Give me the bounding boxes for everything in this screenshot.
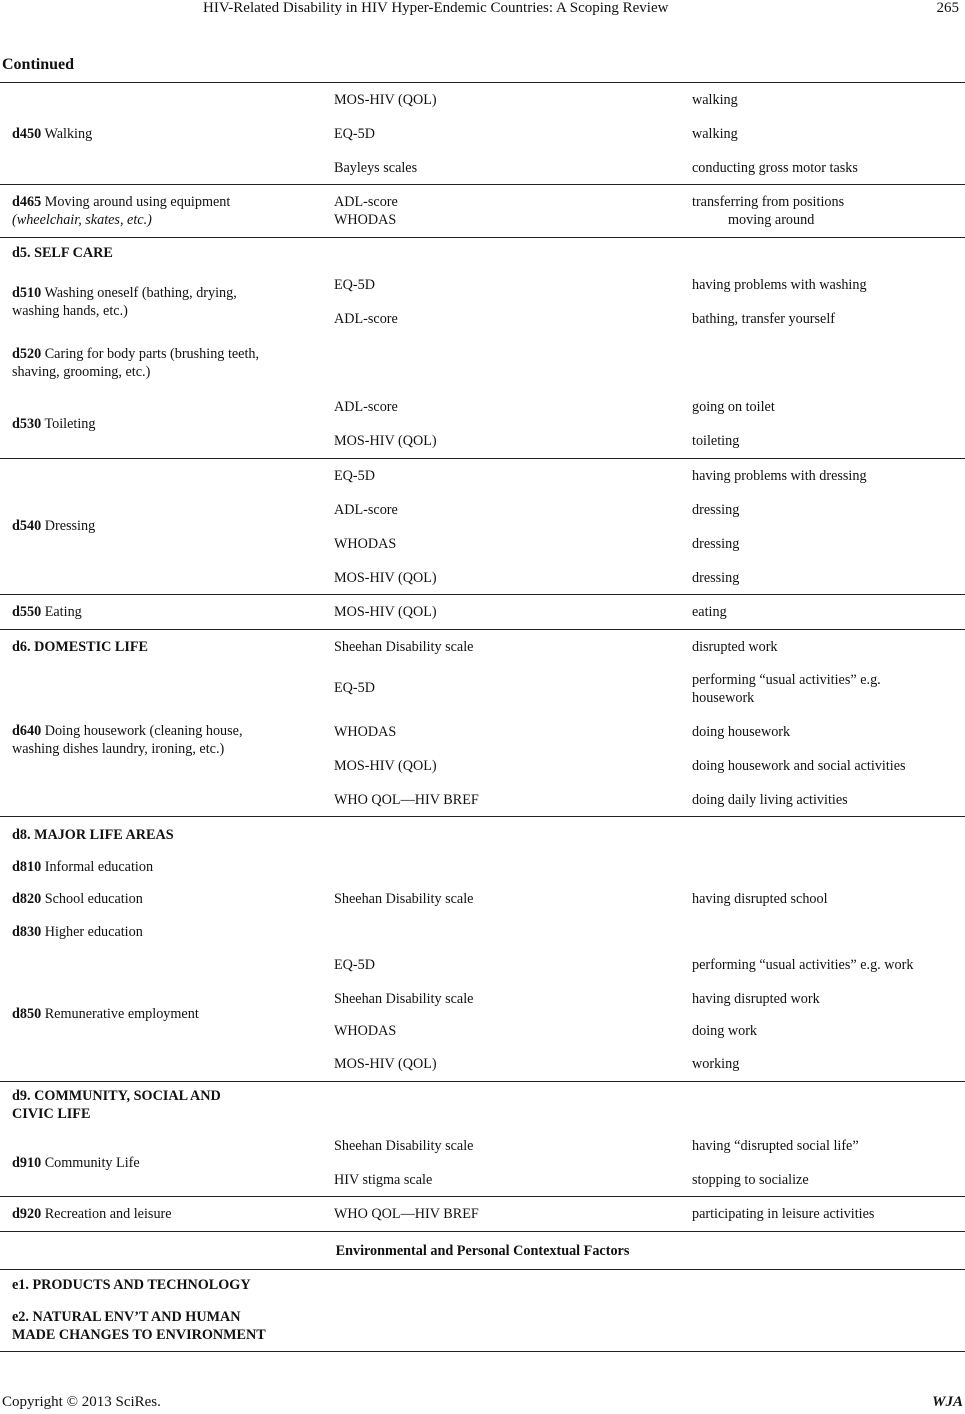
- instrument-cell: WHODAS: [334, 212, 397, 228]
- category-cell: shaving, grooming, etc.): [12, 364, 151, 380]
- page-number: 265: [936, 0, 959, 16]
- category-cell: d530 Toileting: [12, 416, 96, 432]
- category-cell: d550 Eating: [12, 604, 82, 620]
- table-top-rule: [0, 82, 965, 83]
- journal-abbrev: WJA: [932, 1394, 963, 1410]
- instrument-cell: WHO QOL—HIV BREF: [334, 792, 479, 808]
- item-cell: having disrupted school: [692, 891, 828, 907]
- env-factors-heading: Environmental and Personal Contextual Factors: [335, 1243, 630, 1259]
- item-cell: stopping to socialize: [692, 1172, 809, 1188]
- instrument-cell: WHO QOL—HIV BREF: [334, 1206, 479, 1222]
- item-cell: disrupted work: [692, 639, 778, 655]
- item-cell: doing housework: [692, 724, 791, 740]
- category-cell: d810 Informal education: [12, 859, 154, 875]
- category-cell: d920 Recreation and leisure: [12, 1206, 172, 1222]
- instrument-cell: MOS-HIV (QOL): [334, 92, 437, 108]
- item-cell: walking: [692, 126, 738, 142]
- row-divider: [0, 1231, 965, 1232]
- section-heading: MADE CHANGES TO ENVIRONMENT: [12, 1327, 266, 1343]
- item-cell: dressing: [692, 536, 740, 552]
- copyright-text: Copyright © 2013 SciRes.: [2, 1394, 161, 1410]
- category-cell: d520 Caring for body parts (brushing teeth,: [12, 346, 260, 362]
- row-divider: [0, 1269, 965, 1270]
- category-cell: (wheelchair, skates, etc.): [12, 212, 152, 228]
- instrument-cell: MOS-HIV (QOL): [334, 758, 437, 774]
- item-cell: housework: [692, 690, 755, 706]
- instrument-cell: Sheehan Disability scale: [334, 1138, 474, 1154]
- table-bottom-rule: [0, 1351, 965, 1352]
- running-title: HIV-Related Disability in HIV Hyper-Endemic Countries: A Scoping Review: [203, 0, 669, 16]
- item-cell: performing “usual activities” e.g.: [692, 672, 881, 688]
- row-divider: [0, 816, 965, 817]
- instrument-cell: EQ-5D: [334, 277, 375, 293]
- instrument-cell: HIV stigma scale: [334, 1172, 433, 1188]
- category-cell: d465 Moving around using equipment: [12, 194, 231, 210]
- category-cell: washing dishes laundry, ironing, etc.): [12, 741, 225, 757]
- continued-label: Continued: [2, 56, 75, 73]
- item-cell: doing work: [692, 1023, 758, 1039]
- instrument-cell: EQ-5D: [334, 680, 375, 696]
- category-cell: washing hands, etc.): [12, 303, 128, 319]
- section-heading: d5. SELF CARE: [12, 245, 113, 261]
- row-divider: [0, 1196, 965, 1197]
- item-cell: moving around: [728, 212, 815, 228]
- item-cell: doing housework and social activities: [692, 758, 906, 774]
- row-divider: [0, 1081, 965, 1082]
- row-divider: [0, 629, 965, 630]
- instrument-cell: MOS-HIV (QOL): [334, 570, 437, 586]
- row-divider: [0, 458, 965, 459]
- instrument-cell: MOS-HIV (QOL): [334, 433, 437, 449]
- section-heading: d9. COMMUNITY, SOCIAL AND: [12, 1088, 221, 1104]
- section-heading: e2. NATURAL ENV’T AND HUMAN: [12, 1309, 241, 1325]
- category-cell: d510 Washing oneself (bathing, drying,: [12, 285, 237, 301]
- page-header: [0, 0, 965, 22]
- instrument-cell: WHODAS: [334, 724, 397, 740]
- instrument-cell: Sheehan Disability scale: [334, 639, 474, 655]
- row-divider: [0, 594, 965, 595]
- instrument-cell: ADL-score: [334, 399, 398, 415]
- category-cell: d910 Community Life: [12, 1155, 140, 1171]
- item-cell: doing daily living activities: [692, 792, 848, 808]
- instrument-cell: WHODAS: [334, 1023, 397, 1039]
- instrument-cell: EQ-5D: [334, 468, 375, 484]
- instrument-cell: Bayleys scales: [334, 160, 418, 176]
- item-cell: eating: [692, 604, 727, 620]
- item-cell: dressing: [692, 570, 740, 586]
- instrument-cell: ADL-score: [334, 502, 398, 518]
- item-cell: participating in leisure activities: [692, 1206, 875, 1222]
- section-heading: d6. DOMESTIC LIFE: [12, 639, 148, 655]
- row-divider: [0, 184, 965, 185]
- section-heading: CIVIC LIFE: [12, 1106, 91, 1122]
- instrument-cell: Sheehan Disability scale: [334, 991, 474, 1007]
- item-cell: walking: [692, 92, 738, 108]
- category-cell: d820 School education: [12, 891, 143, 907]
- section-heading: d8. MAJOR LIFE AREAS: [12, 827, 174, 843]
- instrument-cell: MOS-HIV (QOL): [334, 1056, 437, 1072]
- category-cell: d850 Remunerative employment: [12, 1006, 199, 1022]
- item-cell: having problems with washing: [692, 277, 867, 293]
- item-cell: performing “usual activities” e.g. work: [692, 957, 914, 973]
- instrument-cell: EQ-5D: [334, 126, 375, 142]
- instrument-cell: WHODAS: [334, 536, 397, 552]
- item-cell: having problems with dressing: [692, 468, 867, 484]
- category-cell: d830 Higher education: [12, 924, 143, 940]
- instrument-cell: EQ-5D: [334, 957, 375, 973]
- instrument-cell: MOS-HIV (QOL): [334, 604, 437, 620]
- item-cell: working: [692, 1056, 740, 1072]
- category-cell: d540 Dressing: [12, 518, 96, 534]
- instrument-cell: ADL-score: [334, 194, 398, 210]
- item-cell: having disrupted work: [692, 991, 820, 1007]
- item-cell: going on toilet: [692, 399, 775, 415]
- category-cell: d640 Doing housework (cleaning house,: [12, 723, 243, 739]
- instrument-cell: ADL-score: [334, 311, 398, 327]
- item-cell: conducting gross motor tasks: [692, 160, 858, 176]
- row-divider: [0, 237, 965, 238]
- item-cell: toileting: [692, 433, 740, 449]
- item-cell: dressing: [692, 502, 740, 518]
- category-cell: d450 Walking: [12, 126, 93, 142]
- instrument-cell: Sheehan Disability scale: [334, 891, 474, 907]
- item-cell: bathing, transfer yourself: [692, 311, 836, 327]
- section-heading: e1. PRODUCTS AND TECHNOLOGY: [12, 1277, 251, 1293]
- item-cell: transferring from positions: [692, 194, 845, 210]
- item-cell: having “disrupted social life”: [692, 1138, 859, 1154]
